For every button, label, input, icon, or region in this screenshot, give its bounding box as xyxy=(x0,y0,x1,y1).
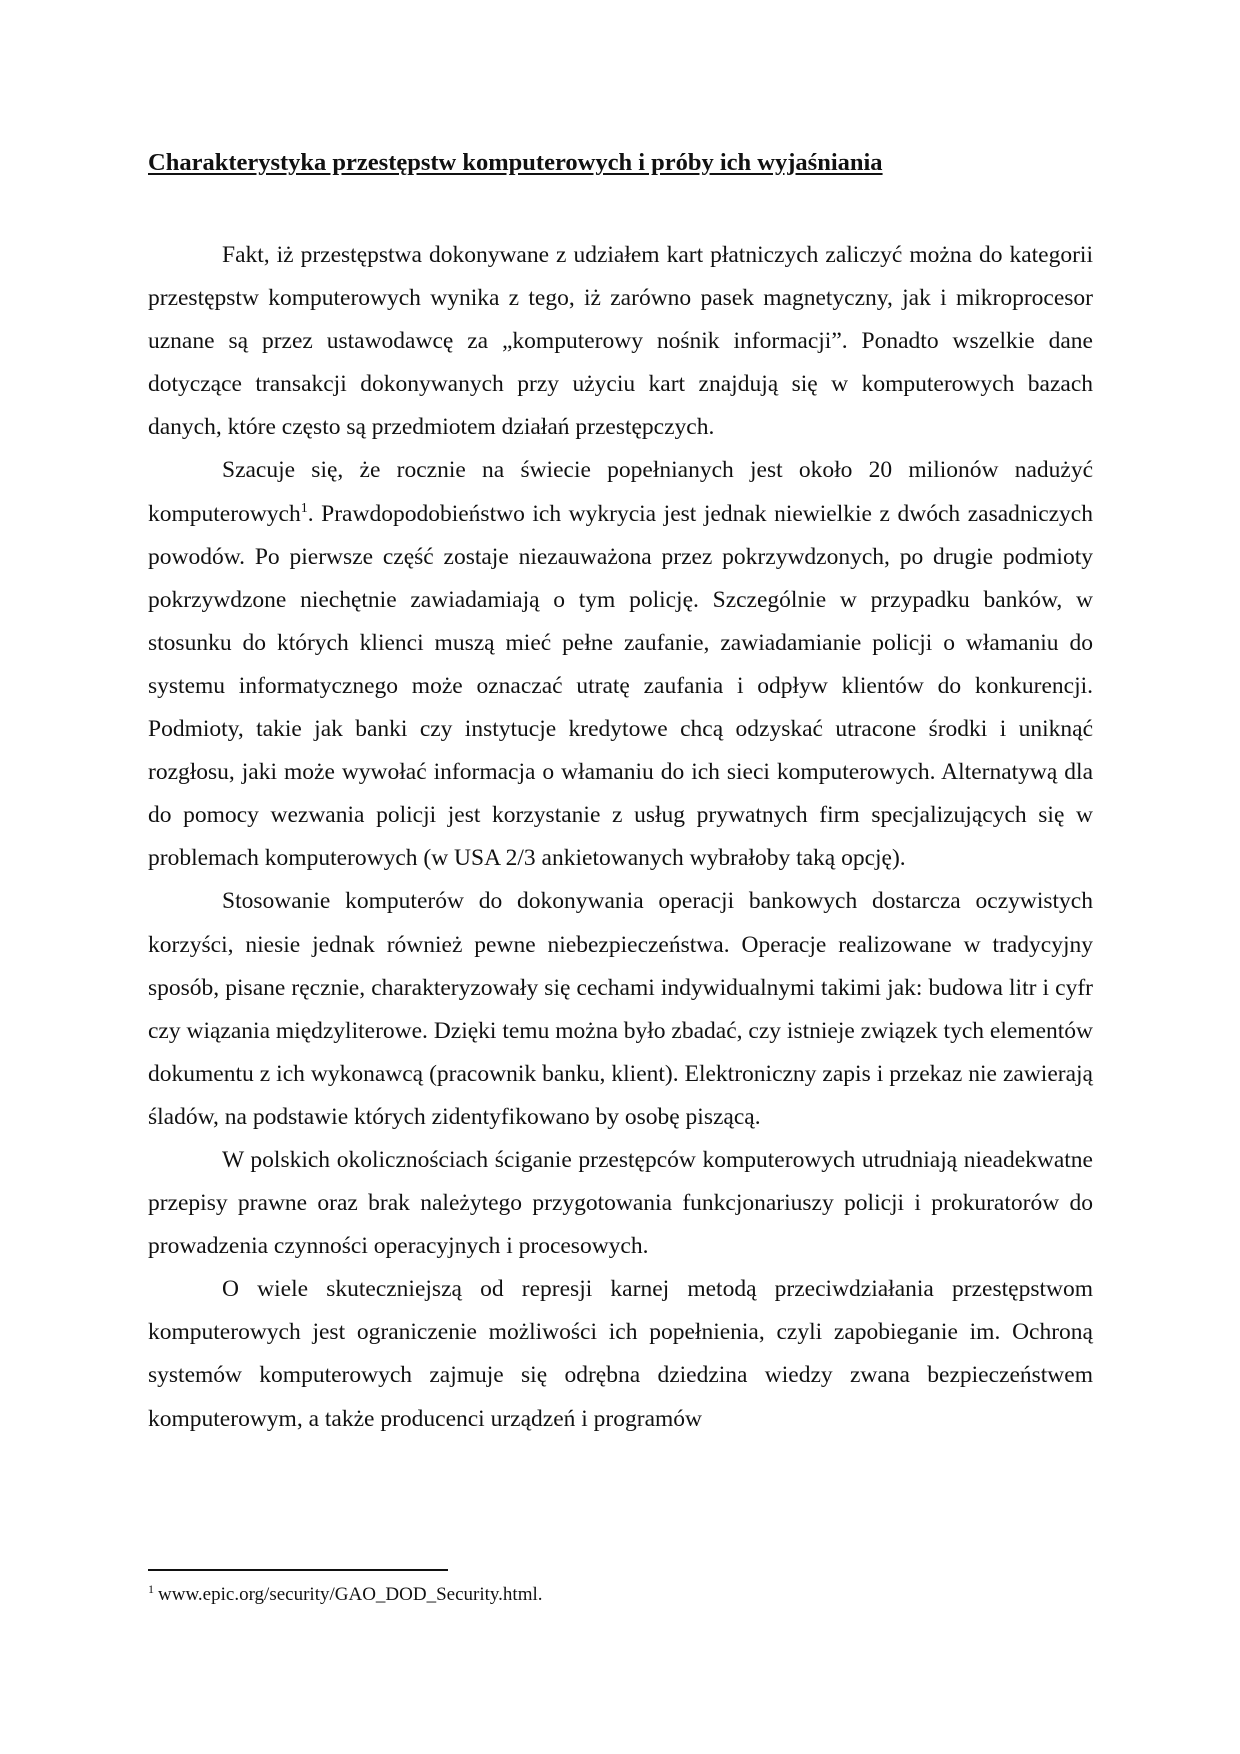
paragraph-5: O wiele skuteczniejszą od represji karnej metodą przeciwdziałania przestępstwom komputerowych jest ograniczenie możliwości ich popełnienia, czyli zapobieganie im. Ochroną systemów komputerowych zajmuje się odrębna dziedzina wiedzy zwana bezpieczeństwem komputerowym, a także producenci urządzeń i programów xyxy=(148,1276,1093,1432)
document-title: Charakterystyka przestępstw komputerowych i próby ich wyjaśniania xyxy=(148,149,883,176)
paragraph-1: Fakt, iż przestępstwa dokonywane z udziałem kart płatniczych zaliczyć można do kategorii przestępstw komputerowych wynika z tego, iż zarówno pasek magnetyczny, jak i mikroprocesor uznane są przez ustawodawcę za „komputerowy nośnik informacji”. Ponadto wszelkie dane dotyczące transakcji dokonywanych przy użyciu kart znajdują się w komputerowych bazach danych, które często są przedmiotem działań przestępczych. xyxy=(148,242,1093,441)
paragraph-2 xyxy=(148,449,1093,880)
paragraph-3: Stosowanie komputerów do dokonywania operacji bankowych dostarcza oczywistych korzyści, niesie jednak również pewne niebezpieczeństwa. Operacje realizowane w tradycyjny sposób, pisane ręcznie, charakteryzowały się cechami indywidualnymi takimi jak: budowa litr i cyfr czy wiązania międzyliterowe. Dzięki temu można było zbadać, czy istnieje związek tych elementów dokumentu z ich wykonawcą (pracownik banku, klient). Elektroniczny zapis i przekaz nie zawierają śladów, na podstawie których zidentyfikowano by osobę piszącą. xyxy=(148,888,1093,1130)
footnote-divider xyxy=(148,1569,448,1571)
paragraph-4: W polskich okolicznościach ściganie przestępców komputerowych utrudniają nieadekwatne przepisy prawne oraz brak należytego przygotowania funkcjonariuszy policji i prokuratorów do prowadzenia czynności operacyjnych i procesowych. xyxy=(148,1146,1093,1260)
paragraph-2-text-before-ref: Szacuje się, że rocznie na świecie popełnianych jest około 20 milionów nadużyć komputerowych xyxy=(148,457,1093,527)
footnote xyxy=(148,1581,1093,1609)
footnote-text: www.epic.org/security/GAO_DOD_Security.html. xyxy=(158,1584,543,1605)
footnote-number: 1 xyxy=(148,1581,154,1596)
document-body xyxy=(148,234,1093,1441)
footnote-reference: 1 xyxy=(300,500,308,516)
paragraph-2-text-after-ref: . Prawdopodobieństwo ich wykrycia jest jednak niewielkie z dwóch zasadniczych powodów. Po pierwsze część zostaje niezauważona przez pokrzywdzonych, po drugie podmioty pokrzywdzone niechętnie zawiadamiają o tym policję. Szczególnie w przypadku banków, w stosunku do których klienci muszą mieć pełne zaufanie, zawiadamianie policji o włamaniu do systemu informatycznego może oznaczać utratę zaufania i odpływ klientów do konkurencji. Podmioty, takie jak banki czy instytucje kredytowe chcą odzyskać utracone środki i uniknąć rozgłosu, jaki może wywołać informacja o włamaniu do ich sieci komputerowych. Alternatywą dla do pomocy wezwania policji jest korzystanie z usług prywatnych firm specjalizujących się w problemach komputerowych (w USA 2/3 ankietowanych wybrałoby taką opcję). xyxy=(148,500,1093,872)
